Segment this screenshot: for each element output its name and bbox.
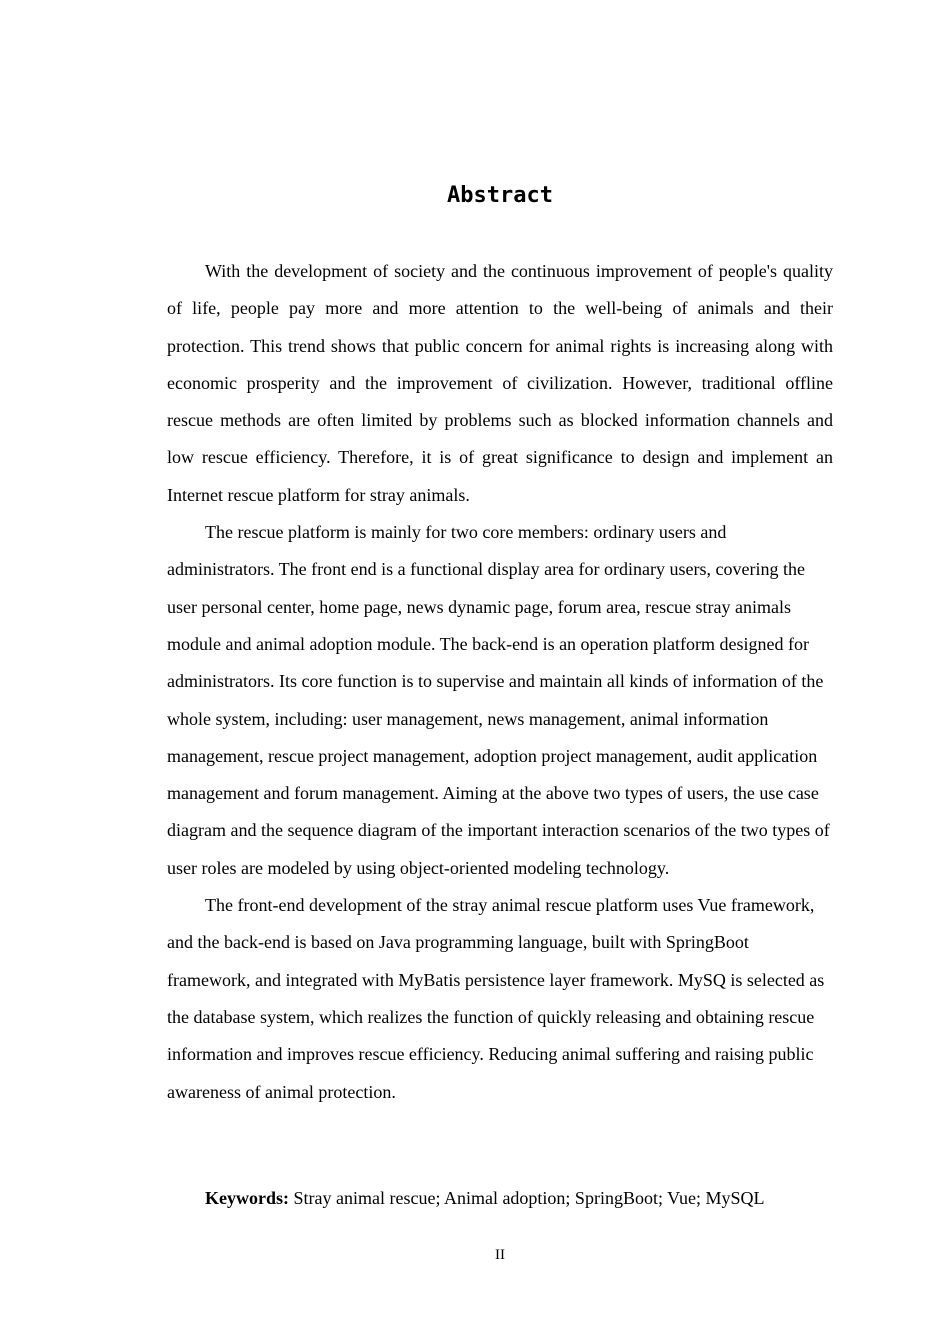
- abstract-paragraph-2: The rescue platform is mainly for two core members: ordinary users and administrators. The front end is a functional display area for ordinary users, covering the user personal center, home page, news dynamic page, forum area, rescue stray animals module and animal adoption module. The back-end is an operation platform designed for administrators. Its core function is to supervise and maintain all kinds of information of the whole system, including: user management, news management, animal information management, rescue project management, adoption project management, audit application management and forum management. Aiming at the above two types of users, the use case diagram and the sequence diagram of the important interaction scenarios of the two types of user roles are modeled by using object-oriented modeling technology.: [167, 522, 830, 878]
- page-number: II: [495, 1247, 505, 1263]
- keywords-label: Keywords:: [205, 1188, 289, 1208]
- keywords-list: Stray animal rescue; Animal adoption; SpringBoot; Vue; MySQL: [289, 1188, 765, 1208]
- keywords-line: [167, 1181, 867, 1215]
- abstract-paragraph-3: The front-end development of the stray animal rescue platform uses Vue framework, and the back-end is based on Java programming language, built with SpringBoot framework, and integrated with MyBatis persistence layer framework. MySQ is selected as the database system, which realizes the function of quickly releasing and obtaining rescue information and improves rescue efficiency. Reducing animal suffering and raising public awareness of animal protection.: [167, 895, 825, 1102]
- abstract-paragraph-1: With the development of society and the continuous improvement of people's quality of life, people pay more and more attention to the well-being of animals and their protection. This trend shows that public concern for animal rights is increasing along with economic prosperity and the improvement of civilization. However, traditional offline rescue methods are often limited by problems such as blocked information channels and low rescue efficiency. Therefore, it is of great significance to design and implement an Internet rescue platform for stray animals.: [167, 261, 833, 505]
- abstract-body: [167, 253, 833, 1111]
- abstract-title: Abstract: [447, 183, 553, 208]
